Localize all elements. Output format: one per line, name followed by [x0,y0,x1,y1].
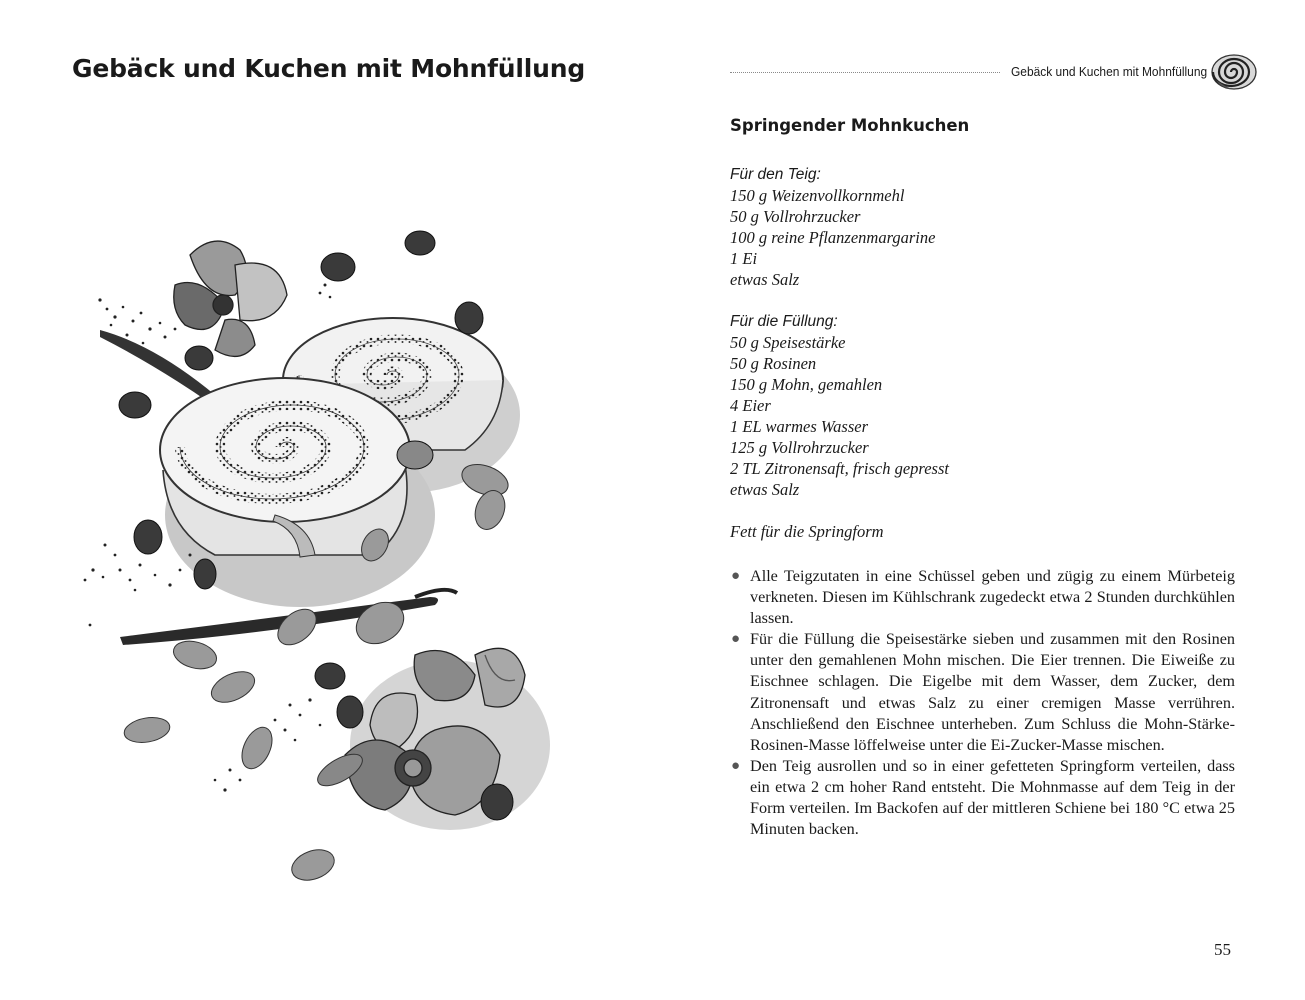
filling-heading: Für die Füllung: [730,313,838,330]
ingredient-item: 1 Ei [730,249,758,268]
ingredient-item: 2 TL Zitronensaft, frisch gepresst [730,459,949,478]
ingredient-item: etwas Salz [730,270,800,289]
ingredient-item: 150 g Mohn, gemahlen [730,375,883,394]
bullet-icon: ● [731,568,741,584]
ingredient-item: 150 g Weizenvollkornmehl [730,186,905,205]
instruction-list [730,566,1235,840]
instruction-step [730,629,1235,756]
poppy-roll-icon [1210,50,1258,92]
instruction-text: Alle Teigzutaten in eine Schüssel geben und zügig zu einem Mürbeteig verkneten. Diesen im Kühlschrank zugedeckt etwa 2 Stunden durchkühlen lassen. [750,567,1235,628]
ingredient-item: etwas Salz [730,480,800,499]
instruction-text: Für die Füllung die Speisestärke sieben und zusammen mit den Rosinen unter den gemahlenen Mohn mischen. Die Eier trennen. Die Eiweiße zu Eischnee schlagen. Die Eigelbe mit dem Wasser, dem Zucker, dem Zitronensaft und etwas Salz zu einer cremigen Masse verrühren. Anschließend den Eischnee unterheben. Zum Schluss die Mohn-Stärke-Rosinen-Masse löffelweise unter die Ei-Zucker-Masse mischen. [750,630,1235,754]
page-number: 55 [1214,940,1231,959]
instruction-text: Den Teig ausrollen und so in einer gefetteten Springform verteilen, dass ein etwa 2 cm hoher Rand entsteht. Die Mohnmasse auf dem Teig in der Form verteilen. Im Backofen auf der mittleren Schiene bei 180 °C etwa 25 Minuten backen. [750,756,1235,839]
pan-note: Fett für die Springform [730,522,884,541]
ingredient-item: 125 g Vollrohrzucker [730,438,869,457]
ingredient-list [730,164,1250,542]
poppy-roll-front-icon [160,378,410,557]
ingredient-item: 1 EL warmes Wasser [730,417,868,436]
running-header-rule [730,72,1000,73]
ingredient-item: 4 Eier [730,396,771,415]
chapter-title: Gebäck und Kuchen mit Mohnfüllung [72,54,586,83]
ingredient-item: 50 g Vollrohrzucker [730,207,861,226]
dough-heading: Für den Teig: [730,166,821,183]
poppy-seed-pastry-illustration [75,225,570,890]
ingredient-item: 100 g reine Pflanzenmargarine [730,228,936,247]
bullet-icon: ● [731,631,741,648]
ingredient-item: 50 g Speisestärke [730,333,846,352]
running-header-title: Gebäck und Kuchen mit Mohnfüllung [1011,64,1208,79]
poppy-flower-icon [174,241,287,356]
recipe-title: Springender Mohnkuchen [730,116,970,135]
instruction-step [730,566,1235,629]
ingredient-item: 50 g Rosinen [730,354,817,373]
bullet-icon: ● [731,757,741,774]
instruction-step [730,756,1235,840]
